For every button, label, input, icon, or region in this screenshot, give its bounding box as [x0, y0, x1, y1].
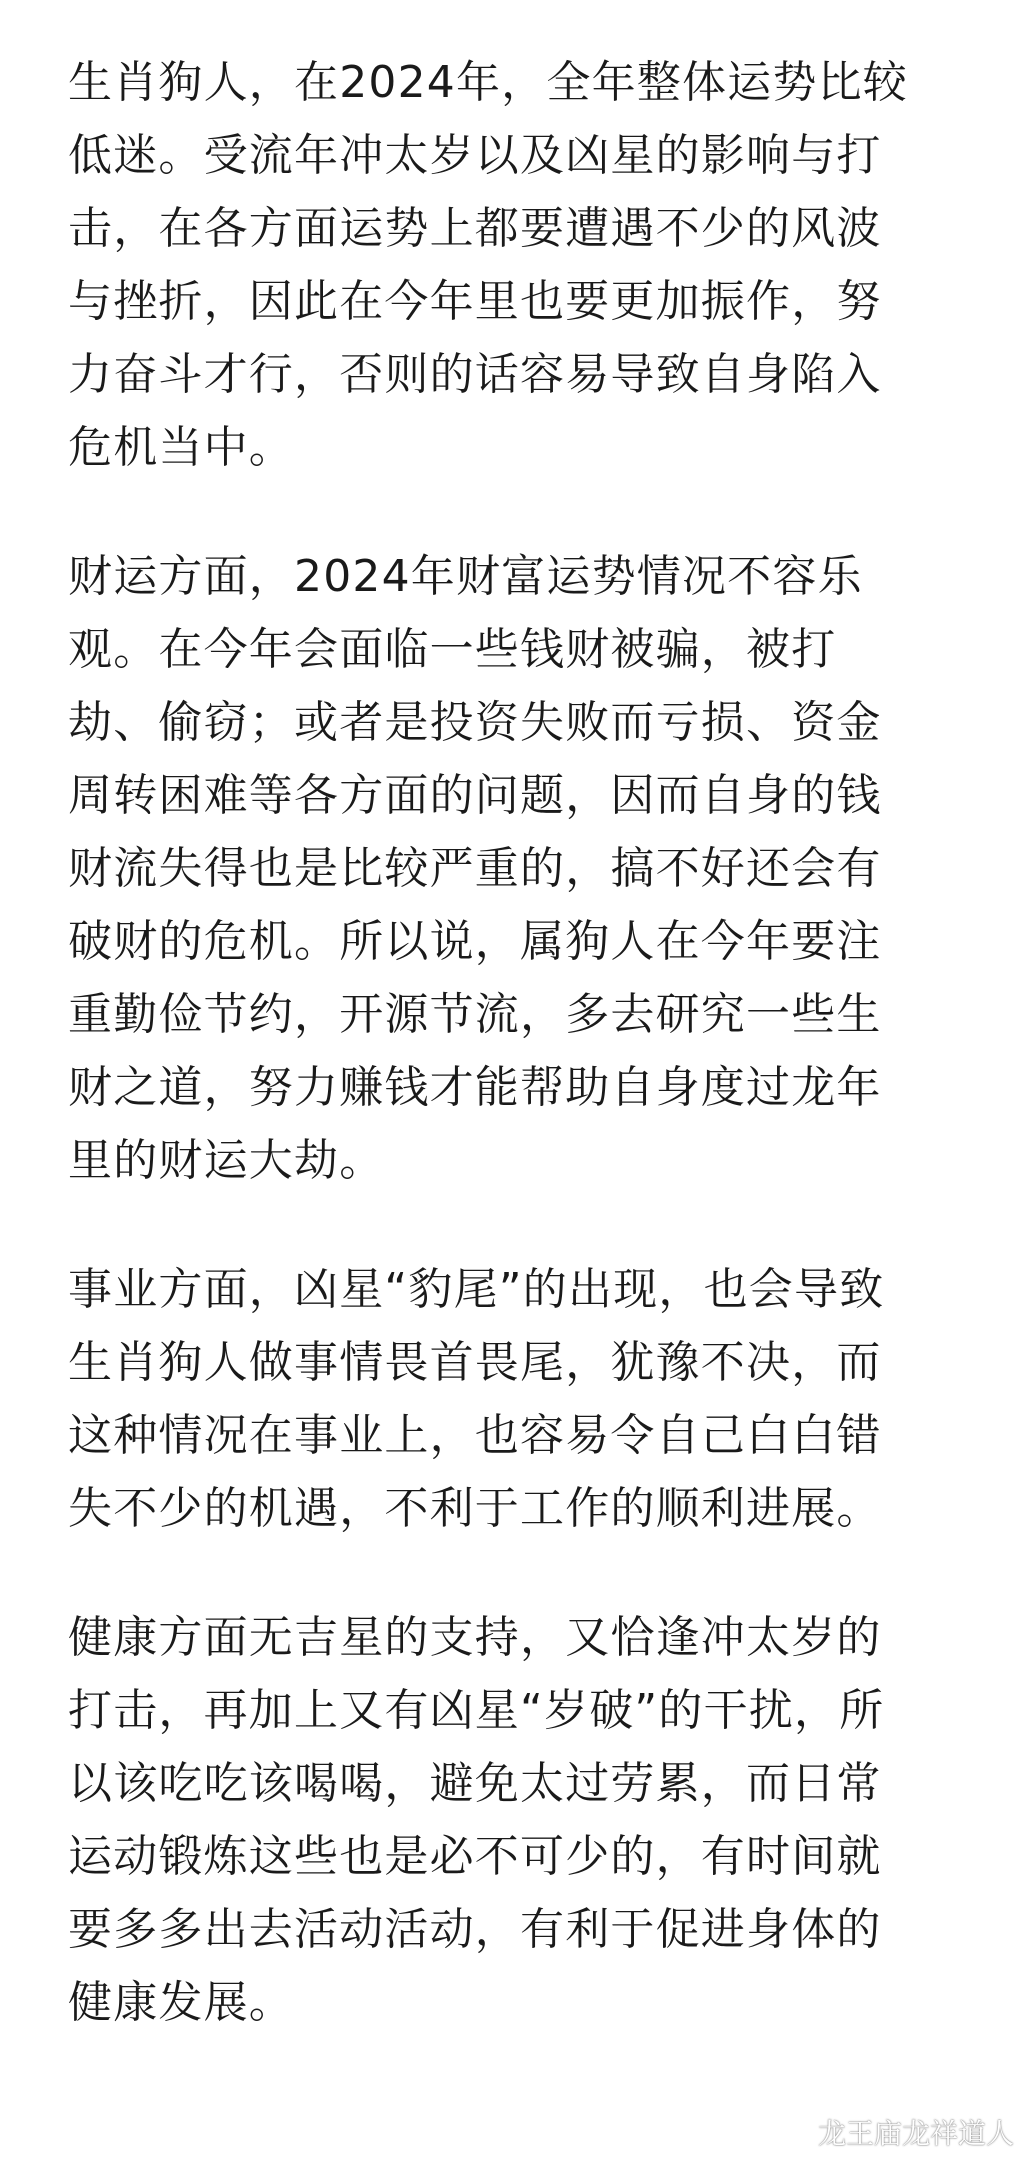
- paragraph-overview: [68, 58, 968, 472]
- paragraph-health: [68, 1613, 968, 2027]
- text-line: 生肖狗人做事情畏首畏尾，犹豫不决，而: [68, 1337, 882, 1388]
- watermark: [776, 2112, 1014, 2152]
- text-line: 与挫折，因此在今年里也要更加振作，努: [68, 276, 882, 327]
- text-line: 要多多出去活动活动，有利于促进身体的: [68, 1904, 882, 1955]
- paragraph-career: [68, 1265, 968, 1533]
- text-line: 健康方面无吉星的支持，又恰逢冲太岁的: [68, 1612, 882, 1663]
- text-line: 财之道，努力赚钱才能帮助自身度过龙年: [68, 1062, 882, 1113]
- text-line: 劫、偷窃；或者是投资失败而亏损、资金: [68, 697, 882, 748]
- text-line: 力奋斗才行，否则的话容易导致自身陷入: [68, 349, 882, 400]
- text-line: 财运方面，2024年财富运势情况不容乐: [68, 551, 863, 602]
- text-line: 失不少的机遇，不利于工作的顺利进展。: [68, 1483, 882, 1534]
- paragraph-wealth: [68, 552, 968, 1185]
- text-line: 健康发展。: [68, 1977, 294, 2028]
- watermark-text: 龙王庙龙祥道人: [817, 2117, 1014, 2150]
- text-line: 里的财运大劫。: [68, 1135, 385, 1186]
- text-line: 事业方面，凶星“豹尾”的出现，也会导致: [68, 1264, 885, 1315]
- text-line: 财流失得也是比较严重的，搞不好还会有: [68, 843, 882, 894]
- text-line: 观。在今年会面临一些钱财被骗，被打: [68, 624, 837, 675]
- text-line: 以该吃吃该喝喝，避免太过劳累，而日常: [68, 1758, 882, 1809]
- text-line: 低迷。受流年冲太岁以及凶星的影响与打: [68, 130, 882, 181]
- text-line: 重勤俭节约，开源节流，多去研究一些生: [68, 989, 882, 1040]
- article-body: [68, 58, 968, 2107]
- text-line: 运动锻炼这些也是必不可少的，有时间就: [68, 1831, 882, 1882]
- text-line: 打击，再加上又有凶星“岁破”的干扰，所: [68, 1685, 885, 1736]
- text-line: 生肖狗人，在2024年，全年整体运势比较: [68, 57, 908, 108]
- text-line: 危机当中。: [68, 422, 294, 473]
- text-line: 破财的危机。所以说，属狗人在今年要注: [68, 916, 882, 967]
- text-line: 周转困难等各方面的问题，因而自身的钱: [68, 770, 882, 821]
- text-line: 击，在各方面运势上都要遭遇不少的风波: [68, 203, 882, 254]
- weibo-icon: [776, 2117, 812, 2147]
- text-line: 这种情况在事业上，也容易令自己白白错: [68, 1410, 882, 1461]
